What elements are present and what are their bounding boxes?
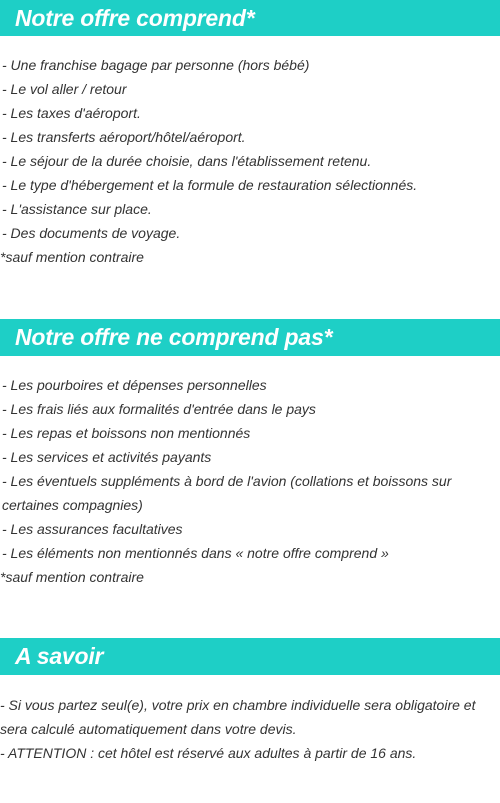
section-title-offre-ne-comprend-pas: Notre offre ne comprend pas* — [0, 319, 500, 356]
list-item: - Les assurances facultatives — [2, 521, 183, 537]
list-offre-comprend — [0, 53, 500, 269]
section-title-offre-comprend: Notre offre comprend* — [0, 0, 500, 36]
list-item: - Les éléments non mentionnés dans « notre offre comprend » — [2, 545, 389, 561]
list-item: - Les éventuels suppléments à bord de l'avion (collations et boissons sur certaines compagnies) — [2, 473, 452, 513]
section-title-a-savoir: A savoir — [0, 638, 500, 675]
list-item: - Les transferts aéroport/hôtel/aéroport. — [2, 129, 246, 145]
list-item: - Des documents de voyage. — [2, 225, 181, 241]
list-item: - L'assistance sur place. — [2, 201, 152, 217]
list-item: - Le séjour de la durée choisie, dans l'établissement retenu. — [2, 153, 372, 169]
list-item: - ATTENTION : cet hôtel est réservé aux adultes à partir de 16 ans. — [0, 745, 417, 761]
footnote: *sauf mention contraire — [0, 249, 144, 265]
list-item: - Les pourboires et dépenses personnelles — [2, 377, 267, 393]
section-offre-ne-comprend-pas — [0, 319, 500, 589]
section-a-savoir — [0, 638, 500, 765]
list-item: - Une franchise bagage par personne (hors bébé) — [2, 57, 310, 73]
footnote: *sauf mention contraire — [0, 569, 144, 585]
section-offre-comprend — [0, 0, 500, 269]
list-a-savoir — [0, 693, 500, 765]
list-item: - Les taxes d'aéroport. — [2, 105, 141, 121]
list-item: - Les services et activités payants — [2, 449, 212, 465]
list-offre-ne-comprend-pas — [0, 373, 500, 589]
list-item: - Si vous partez seul(e), votre prix en chambre individuelle sera obligatoire et sera calculé automatiquement dans votre devis. — [0, 697, 476, 737]
list-item: - Les frais liés aux formalités d'entrée dans le pays — [2, 401, 316, 417]
list-item: - Les repas et boissons non mentionnés — [2, 425, 251, 441]
list-item: - Le vol aller / retour — [2, 81, 127, 97]
list-item: - Le type d'hébergement et la formule de restauration sélectionnés. — [2, 177, 418, 193]
